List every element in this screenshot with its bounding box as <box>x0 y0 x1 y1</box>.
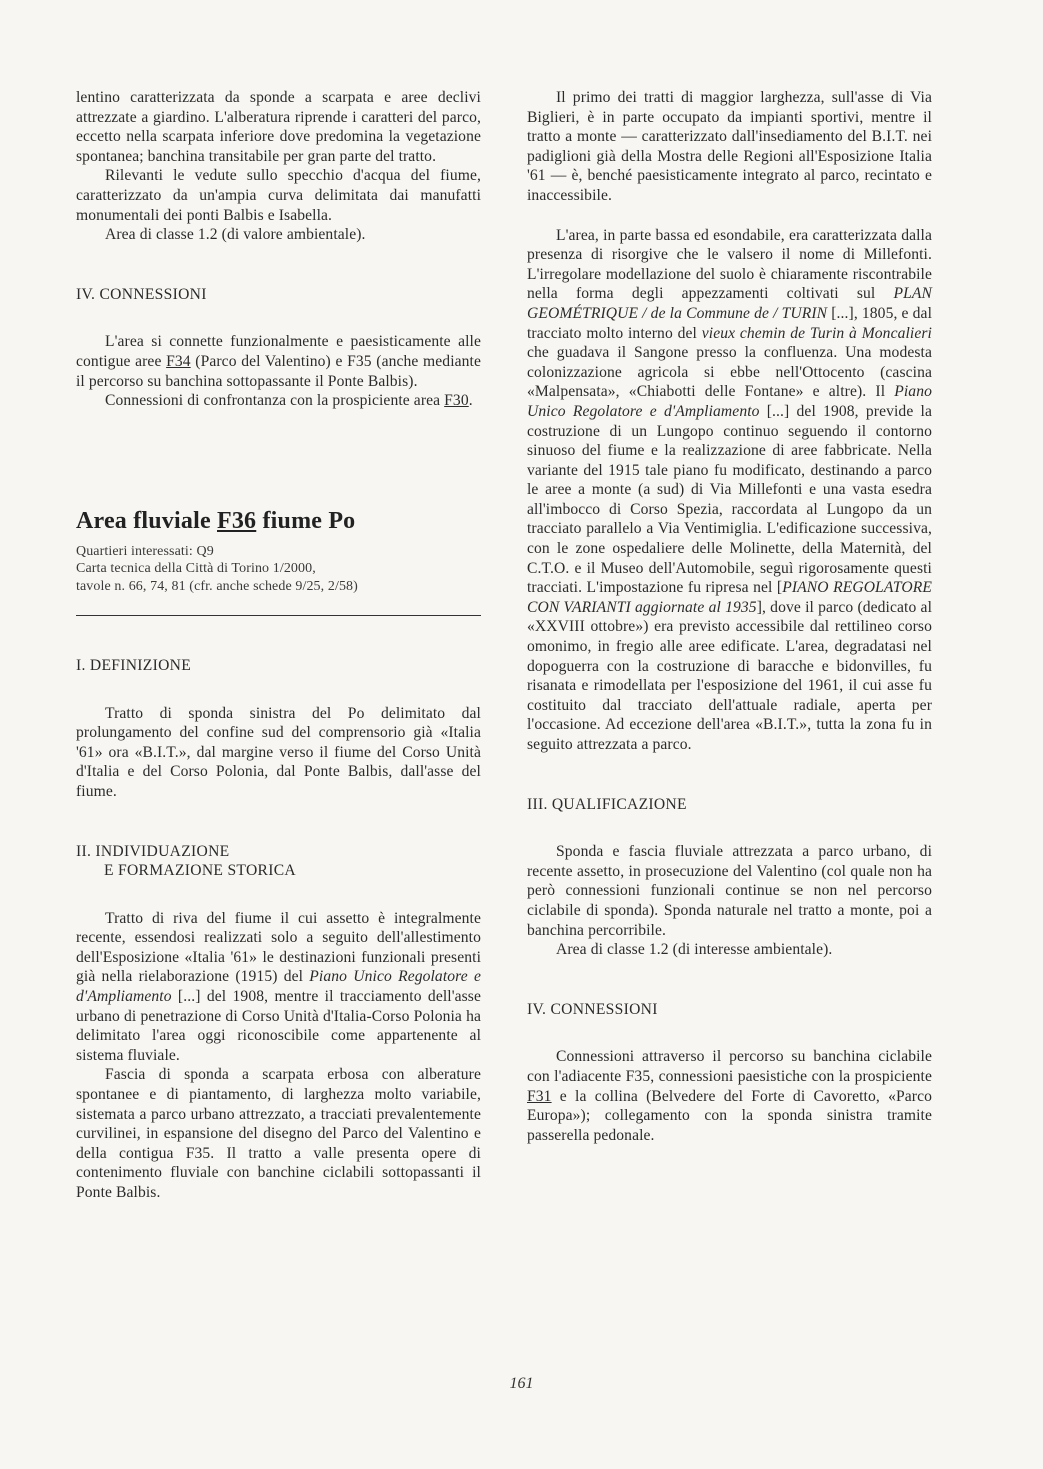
meta-quartieri: Quartieri interessati: Q9 <box>76 543 214 559</box>
area-title: Area fluviale F36 fiume Po <box>76 507 356 534</box>
paragraph-qualificazione-2: Area di classe 1.2 (di interesse ambientale). <box>556 941 833 959</box>
meta-carta-tecnica: Carta tecnica della Città di Torino 1/2000, <box>76 561 316 577</box>
left-column <box>76 88 481 1203</box>
paragraph-qualificazione-1: Sponda e fascia fluviale attrezzata a parco urbano, di recente assetto, in prosecuzione del Valentino (col quale non ha però connessioni funzionali continue se non nel percorso ciclabile di sponda). Sponda naturale nel tratto a monte, poi a banchina percorribile. <box>527 843 932 939</box>
left-paragraph-connessioni-1: L'area si connette funzionalmente e paesisticamente alle contigue aree F34 (Parco del Valentino) e F35 (anche mediante il percorso su banchina sottopassante il Ponte Balbis). <box>76 333 481 390</box>
section-heading-formazione-storica: E FORMAZIONE STORICA <box>104 862 296 880</box>
left-paragraph-continuation: lentino caratterizzata da sponde a scarpata e aree declivi attrezzate a giardino. L'alberatura riprende i caratteri del parco, eccetto nella scarpata inferiore dove predomina la vegetazione spontanea; banchina transitabile per gran parte del tratto. <box>76 89 481 165</box>
section-heading-qualificazione: III. QUALIFICAZIONE <box>527 795 687 813</box>
paragraph-definizione: Tratto di sponda sinistra del Po delimitato dal prolungamento del confine sud del comprensorio già «Italia '61» ora «B.I.T.», dal margine verso il fiume del Corso Unità d'Italia e del Corso Polonia, dal Ponte Balbis, dall'asse del fiume. <box>76 704 481 800</box>
page-number: 161 <box>509 1375 534 1392</box>
meta-tavole: tavole n. 66, 74, 81 (cfr. anche schede 9/25, 2/58) <box>76 578 358 594</box>
paragraph-connessioni: Connessioni attraverso il percorso su banchina ciclabile con l'adiacente F35, connessioni paesistiche con la prospiciente F31 e la collina (Belvedere del Forte di Cavoretto, «Parco Europa»); collegamento con la sponda sinistra tramite passerella pedonale. <box>527 1048 932 1144</box>
area-title-ref: F36 <box>217 507 257 534</box>
left-paragraph-connessioni-2: Connessioni di confrontanza con la prospiciente area F30. <box>105 392 473 410</box>
left-paragraph-class: Area di classe 1.2 (di valore ambientale). <box>105 226 366 244</box>
paragraph-individuazione-2: Fascia di sponda a scarpata erbosa con alberature spontanee e di piantamento, di larghezza molto variabile, sistemata a parco urbano attrezzato, a tracciati prevalentemente curvilinei, in espansione del disegno del Parco del Valentino e della contigua F35. Il tratto a valle presenta opere di contenimento fluviale con banchine ciclabili sottopassanti il Ponte Balbis. <box>76 1066 481 1201</box>
section-heading-connessioni: IV. CONNESSIONI <box>527 1000 658 1018</box>
section-heading-connessioni-prev: IV. CONNESSIONI <box>76 285 207 303</box>
right-paragraph-storia: L'area, in parte bassa ed esondabile, era caratterizzata dalla presenza di risorgive che le valsero il nome di Millefonti. L'irregolare modellazione del suolo è chiaramente riscontrabile nella forma degli appezzamenti coltivati sul PLAN GEOMÉTRIQUE / de la Commune de / TURIN [...], 1805, e dal tracciato molto interno del vieux chemin de Turin à Moncalieri che guadava il Sangone presso la confluenza. Una modesta colonizzazione agricola si ebbe nell'Ottocento (cascina «Malpensata», «Chiabotti delle Fontane» e altre). Il Piano Unico Regolatore e d'Ampliamento [...] del 1908, previde la costruzione di un Lungopo continuo seguendo il contorno sinuoso del fiume e la realizzazione di aree fabbricate. Nella variante del 1915 tale piano fu modificato, destinando a parco le aree a monte (a sud) di Via Millefonti e una vasta esedra all'imbocco di Corso Spezia, raccordata al Lungopo da un tracciato parallelo a Via Ventimiglia. L'edificazione successiva, con le zone ospedaliere delle Molinette, della Maternità, del C.T.O. e il Museo dell'Automobile, seguì rigorosamente questi tracciati. L'impostazione fu ripresa nel [PIANO REGOLATORE CON VARIANTI aggiornate al 1935], dove il parco (dedicato al «XXVIII ottobre») era previsto accessibile dal rettilineo corso omonimo, in fregio alle aree edificate. L'area, degradatasi nel dopoguerra con la costruzione di baracche e bidonvilles, fu risanata e rimodellata per l'esposizione del 1961, il cui asse fu costituito dal tracciato dell'attuale radiale, aperta per l'occasione. Ad eccezione dell'area «B.I.T.», tutta la zona fu in seguito attrezzata a parco. <box>527 226 933 753</box>
ref-f34: F34 <box>166 352 191 370</box>
paragraph-individuazione-1: Tratto di riva del fiume il cui assetto è integralmente recente, essendosi realizzati solo a seguito dell'allestimento dell'Esposizione «Italia '61» le destinazioni funzionali presenti già nella rielaborazione (1915) del Piano Unico Regolatore e d'Ampliamento [...] del 1908, mentre il tracciamento dell'asse urbano di penetrazione di Corso Unità d'Italia-Corso Polonia ha delimitato l'area oggi riconoscibile come appartenente al sistema fluviale. <box>76 909 482 1064</box>
ref-f31: F31 <box>527 1087 552 1105</box>
left-paragraph-views: Rilevanti le vedute sullo specchio d'acqua del fiume, caratterizzato da un'ampia curva delimitata dai manufatti monumentali dei ponti Balbis e Isabella. <box>76 167 481 224</box>
right-paragraph-tratti: Il primo dei tratti di maggior larghezza, sull'asse di Via Biglieri, è in parte occupato da impianti sportivi, mentre il tratto a monte — caratterizzato dall'insediamento del B.I.T. nei padiglioni già della Mostra delle Regioni all'Esposizione Italia '61 — è, benché paesisticamente integrato al parco, recintato e inaccessibile. <box>527 89 932 204</box>
ref-f30: F30 <box>444 392 469 410</box>
section-heading-definizione: I. DEFINIZIONE <box>76 656 192 674</box>
section-heading-individuazione: II. INDIVIDUAZIONE <box>76 842 230 860</box>
right-column <box>527 88 932 1145</box>
